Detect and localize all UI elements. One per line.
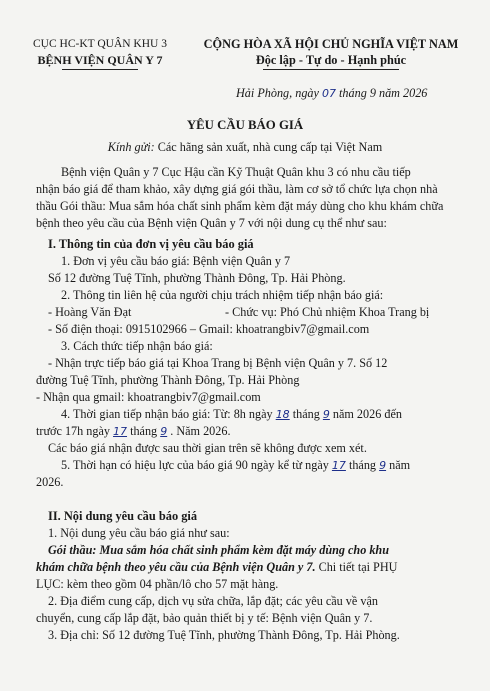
s1-line-1: 1. Đơn vị yêu cầu báo giá: Bệnh viện Quân y 7 bbox=[61, 254, 291, 268]
handwritten-validity-day: 17 bbox=[331, 459, 346, 472]
time-from-label: 4. Thời gian tiếp nhận báo giá: Từ: 8h ngày bbox=[61, 407, 273, 421]
time-from-year: năm 2026 đến bbox=[332, 407, 402, 421]
handwritten-to-day: 17 bbox=[113, 425, 128, 438]
s1-validity-line-1 bbox=[61, 457, 410, 474]
place-date bbox=[236, 85, 427, 102]
s1-time-line-2 bbox=[36, 423, 231, 440]
validity-year-label: năm bbox=[389, 458, 411, 472]
s1-contact-position: - Chức vụ: Phó Chủ nhiệm Khoa Trang bị bbox=[225, 305, 430, 319]
s2-address: 3. Địa chỉ: Số 12 đường Tuệ Tĩnh, phường Thành Đông, Tp. Hải Phòng. bbox=[48, 628, 400, 642]
nation-title: CỘNG HÒA XÃ HỘI CHỦ NGHĨA VIỆT NAM bbox=[203, 37, 459, 51]
recipient-text: Các hãng sản xuất, nhà cung cấp tại Việt Nam bbox=[157, 140, 383, 154]
time-to-year: . Năm 2026. bbox=[170, 424, 231, 438]
handwritten-from-day: 18 bbox=[275, 408, 290, 421]
s1-line-direct-2: đường Tuệ Tĩnh, phường Thành Đông, Tp. Hải Phòng bbox=[36, 373, 300, 387]
place-prefix: Hải Phòng, ngày bbox=[236, 86, 319, 100]
s2-package-2 bbox=[36, 559, 397, 576]
nation-motto: Độc lập - Tự do - Hạnh phúc bbox=[255, 53, 407, 67]
s1-contact-phone-email: - Số điện thoại: 0915102966 – Gmail: khoatrangbiv7@gmail.com bbox=[48, 322, 370, 336]
document-title: YÊU CẦU BÁO GIÁ bbox=[186, 118, 304, 132]
hospital-name: BỆNH VIỆN QUÂN Y 7 bbox=[37, 53, 163, 67]
s2-location-2: chuyển, cung cấp lắp đặt, bảo quản thiết bị y tế: Bệnh viện Quân y 7. bbox=[36, 611, 373, 625]
s1-line-method: 3. Cách thức tiếp nhận báo giá: bbox=[61, 339, 213, 353]
s2-package-1: Gói thầu: Mua sắm hóa chất sinh phẩm kèm đặt máy dùng cho khu bbox=[48, 543, 389, 557]
handwritten-day: 07 bbox=[321, 87, 336, 100]
recipient-line bbox=[0, 139, 490, 156]
time-to-label: trước 17h ngày bbox=[36, 424, 110, 438]
validity-month-label: tháng bbox=[348, 458, 377, 472]
package-name-end: khám chữa bệnh theo yêu cầu của Bệnh viện Quân y 7. bbox=[36, 560, 316, 574]
intro-line-1: Bệnh viện Quân y 7 Cục Hậu cần Kỹ Thuật Quân khu 3 có nhu cầu tiếp bbox=[61, 165, 411, 179]
handwritten-from-month: 9 bbox=[322, 408, 330, 421]
validity-label: 5. Thời hạn có hiệu lực của báo giá 90 ngày kể từ ngày bbox=[61, 458, 329, 472]
time-to-month-label: tháng bbox=[130, 424, 158, 438]
section-2-heading: II. Nội dung yêu cầu báo giá bbox=[48, 509, 198, 523]
s1-line-gmail: - Nhận qua gmail: khoatrangbiv7@gmail.com bbox=[36, 390, 261, 404]
section-1-heading: I. Thông tin của đơn vị yêu cầu báo giá bbox=[48, 237, 254, 251]
s2-appendix: LỤC: kèm theo gồm 04 phần/lô cho 57 mặt hàng. bbox=[36, 577, 279, 591]
s1-contact-name: - Hoàng Văn Đạt bbox=[48, 305, 132, 319]
time-from-month-label: tháng bbox=[292, 407, 320, 421]
s1-line-2: Số 12 đường Tuệ Tĩnh, phường Thành Đông, Tp. Hải Phòng. bbox=[48, 271, 346, 285]
motto-underline bbox=[263, 69, 399, 70]
s1-line-3: 2. Thông tin liên hệ của người chịu trách nhiệm tiếp nhận báo giá: bbox=[61, 288, 384, 302]
handwritten-validity-month: 9 bbox=[379, 459, 387, 472]
handwritten-to-month: 9 bbox=[160, 425, 168, 438]
s1-line-direct-1: - Nhận trực tiếp báo giá tại Khoa Trang bị Bệnh viện Quân y 7. Số 12 bbox=[48, 356, 388, 370]
intro-line-3: thầu Gói thầu: Mua sắm hóa chất sinh phẩm kèm đặt máy dùng cho khu khám chữa bbox=[36, 199, 444, 213]
recipient-label: Kính gửi: bbox=[107, 140, 155, 154]
s1-time-line-1 bbox=[61, 406, 402, 423]
s2-location-1: 2. Địa điểm cung cấp, dịch vụ sửa chữa, lắp đặt; các yêu cầu về vận bbox=[48, 594, 378, 608]
agency-name: CỤC HC-KT QUÂN KHU 3 bbox=[33, 38, 167, 50]
agency-underline bbox=[62, 69, 138, 70]
intro-line-4: bệnh theo yêu cầu của Bệnh viện Quân y 7 với nội dung cụ thể như sau: bbox=[36, 216, 387, 230]
s1-validity-line-2: 2026. bbox=[36, 475, 64, 489]
intro-line-2: nhận báo giá để tham khảo, xây dựng giá gói thầu, làm cơ sở tổ chức lựa chọn nhà bbox=[36, 182, 438, 196]
month-year: tháng 9 năm 2026 bbox=[339, 86, 428, 100]
s2-line-1: 1. Nội dung yêu cầu báo giá như sau: bbox=[48, 526, 230, 540]
appendix-ref: Chi tiết tại PHỤ bbox=[315, 560, 398, 574]
s1-late-note: Các báo giá nhận được sau thời gian trên sẽ không được xem xét. bbox=[48, 441, 367, 455]
